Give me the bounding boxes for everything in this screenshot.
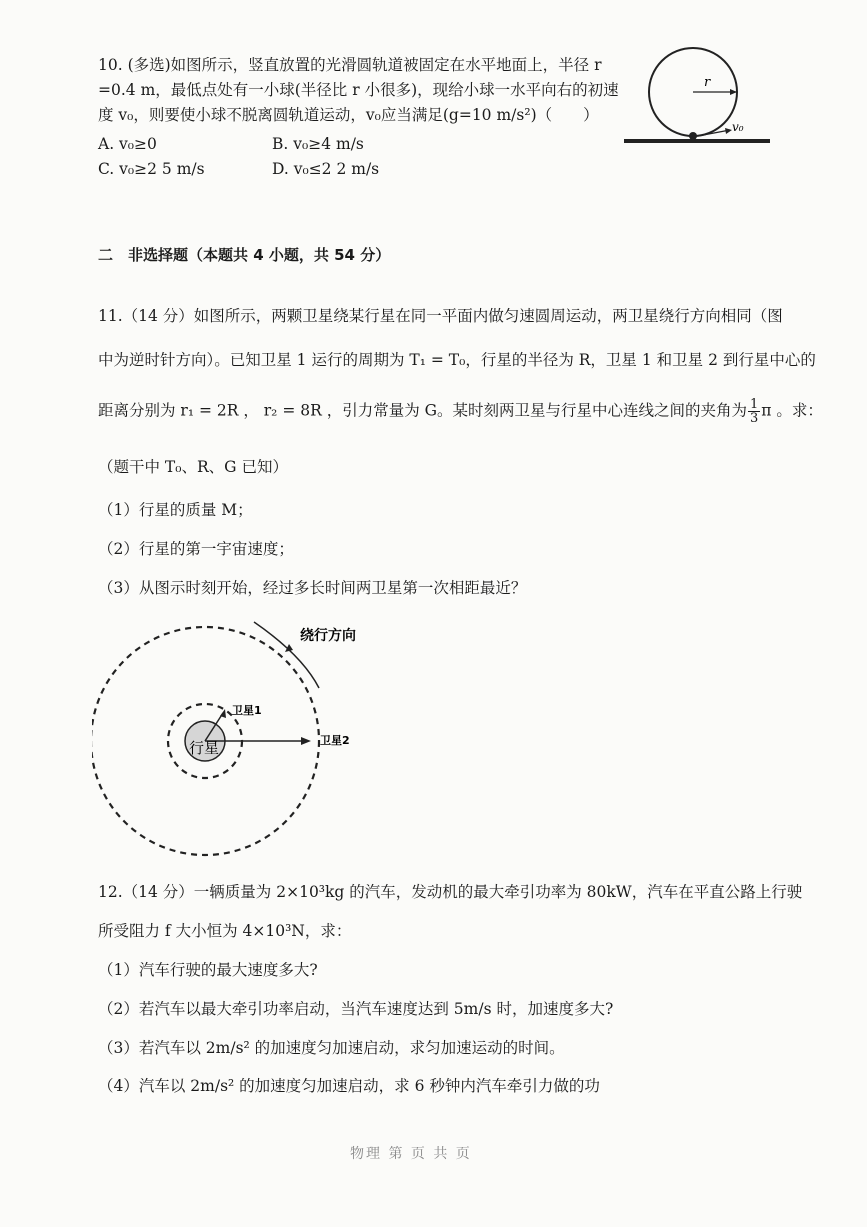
angle-fraction	[748, 398, 760, 425]
radius-label: r	[704, 75, 711, 90]
orbit-figure	[92, 610, 412, 865]
section-heading: 二 非选择题（本题共 4 小题，共 54 分）	[98, 246, 391, 264]
q11-line2: 中为逆时针方向）。已知卫星 1 运行的周期为 T₁ = T₀，行星的半径为 R，卫星 1 和卫星 2 到行星中心的	[98, 351, 816, 369]
q10-option-d: D. v₀≤2 2 m/s	[272, 160, 380, 178]
q11-known: （题干中 T₀、R、G 已知）	[98, 458, 288, 476]
q12-sub2: （2）若汽车以最大牵引功率启动，当汽车速度达到 5m/s 时，加速度多大?	[98, 1000, 614, 1018]
satellite1-label: 卫星1	[232, 704, 262, 717]
q10-line1: 10. (多选)如图所示，竖直放置的光滑圆轨道被固定在水平地面上，半径 r	[98, 56, 602, 74]
direction-label: 绕行方向	[300, 628, 356, 644]
q10-option-c: C. v₀≥2 5 m/s	[98, 160, 205, 178]
q11-line3	[98, 398, 823, 425]
q10-track-figure	[618, 44, 776, 152]
q11-line3-pre: 距离分别为 r₁ = 2R ， r₂ = 8R ，引力常量为 G。某时刻两卫星与行星中心连线之间的夹角为	[98, 401, 748, 420]
q10-option-b: B. v₀≥4 m/s	[272, 135, 364, 153]
q12-sub3: （3）若汽车以 2m/s² 的加速度匀加速启动，求匀加速运动的时间。	[98, 1039, 565, 1057]
q12-sub1: （1）汽车行驶的最大速度多大?	[98, 961, 318, 979]
q12-line2: 所受阻力 f 大小恒为 4×10³N，求：	[98, 922, 352, 940]
satellite2-label: 卫星2	[320, 734, 350, 747]
q11-sub3: （3）从图示时刻开始，经过多长时间两卫星第一次相距最近？	[98, 579, 527, 597]
fraction-numerator: 1	[750, 397, 759, 412]
q12-line1: 12.（14 分）一辆质量为 2×10³kg 的汽车，发动机的最大牵引功率为 80kW，汽车在平直公路上行驶	[98, 883, 803, 901]
q10-line3: 度 v₀，则要使小球不脱离圆轨道运动，v₀应当满足(g=10 m/s²)（ ）	[98, 106, 599, 124]
planet-label: 行星	[189, 739, 220, 757]
q11-sub1: （1）行星的质量 M；	[98, 501, 253, 519]
q10-line2: =0.4 m，最低点处有一小球(半径比 r 小很多)，现给小球一水平向右的初速	[98, 81, 619, 99]
q11-sub2: （2）行星的第一宇宙速度；	[98, 540, 294, 558]
q12-sub4: （4）汽车以 2m/s² 的加速度匀加速启动，求 6 秒钟内汽车牵引力做的功	[98, 1077, 600, 1095]
velocity-label: v₀	[732, 120, 744, 134]
fraction-denominator: 3	[750, 411, 759, 426]
q11-line3-post: π 。求：	[761, 401, 823, 420]
q10-option-a: A. v₀≥0	[98, 135, 157, 153]
page-footer: 物理 第 页 共 页	[350, 1146, 472, 1162]
q11-line1: 11.（14 分）如图所示，两颗卫星绕某行星在同一平面内做匀速圆周运动，两卫星绕行方向相同（图	[98, 307, 783, 325]
